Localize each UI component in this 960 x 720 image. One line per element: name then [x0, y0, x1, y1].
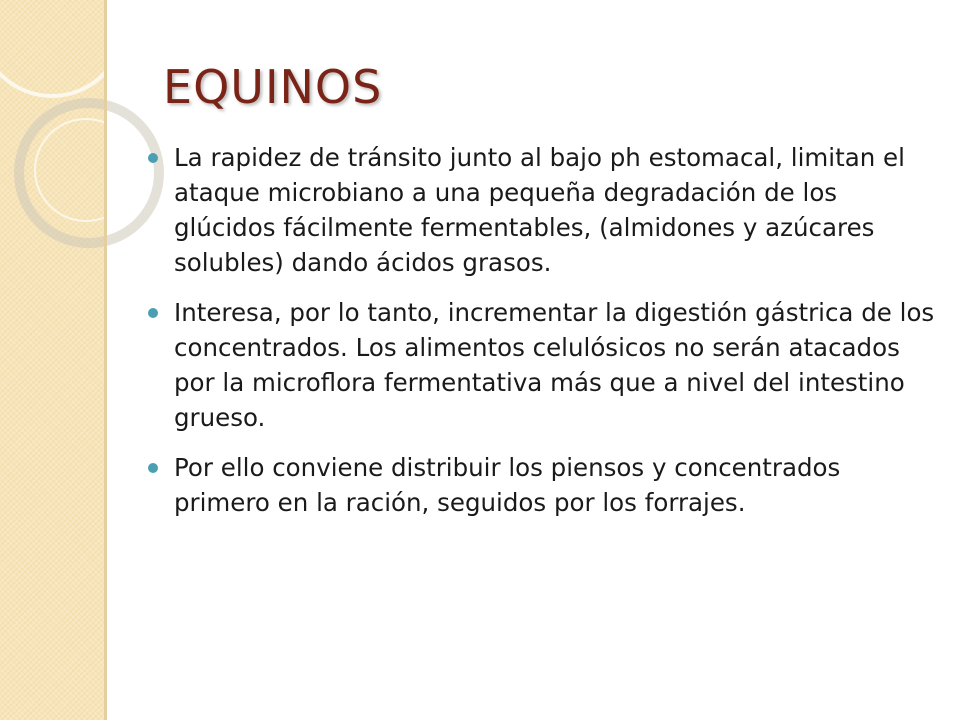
bullet-text: Por ello conviene distribuir los piensos y concentrados primero en la ración, seguidos por los forrajes. [174, 453, 841, 517]
bullet-text: Interesa, por lo tanto, incrementar la digestión gástrica de los concentrados. Los alimentos celulósicos no serán atacados por la microflora fermentativa más que a nivel del intestino grueso. [174, 298, 935, 432]
bullet-dot-icon [148, 463, 158, 473]
bullet-list [148, 140, 938, 535]
bullet-item [148, 450, 938, 520]
decorative-side-panel [0, 0, 104, 720]
decorative-circle [34, 118, 138, 222]
bullet-item [148, 295, 938, 435]
slide-title: EQUINOS [163, 60, 383, 114]
side-panel-border [104, 0, 107, 720]
decorative-circle [0, 0, 126, 98]
bullet-dot-icon [148, 308, 158, 318]
bullet-text: La rapidez de tránsito junto al bajo ph estomacal, limitan el ataque microbiano a una pequeña degradación de los glúcidos fácilmente fermentables, (almidones y azúcares solubles) dando ácidos grasos. [174, 143, 905, 277]
bullet-item [148, 140, 938, 280]
bullet-dot-icon [148, 153, 158, 163]
